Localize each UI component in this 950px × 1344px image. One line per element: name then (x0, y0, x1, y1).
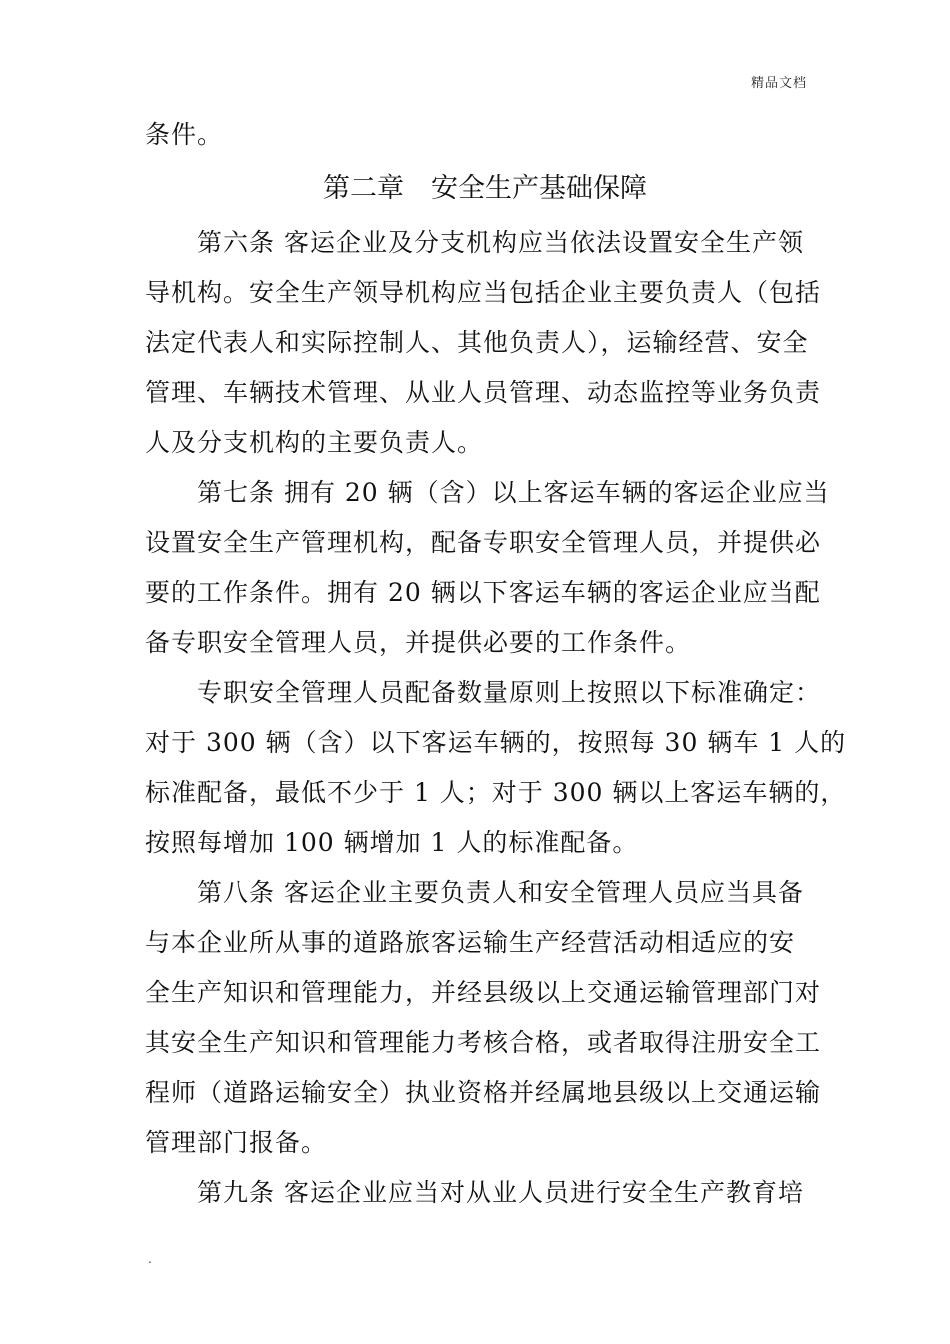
text-line: 条件。 (145, 120, 224, 149)
text-line: 程师（道路运输安全）执业资格并经属地县级以上交通运输 (145, 1078, 822, 1107)
text-line: 其安全生产知识和管理能力考核合格，或者取得注册安全工 (145, 1028, 822, 1057)
text-line: 全生产知识和管理能力，并经县级以上交通运输管理部门对 (145, 978, 822, 1007)
text-line: 人及分支机构的主要负责人。 (145, 428, 484, 457)
text-line: 设置安全生产管理机构，配备专职安全管理人员，并提供必 (145, 528, 822, 557)
text-line: 法定代表人和实际控制人、其他负责人），运输经营、安全 (145, 328, 809, 357)
staffing-standard-paragraph (145, 668, 847, 868)
article-6-paragraph (145, 218, 825, 468)
document-body (145, 110, 847, 1218)
text-line: 第六条 客运企业及分支机构应当依法设置安全生产领 (197, 228, 804, 257)
article-9-paragraph (145, 1168, 825, 1218)
article-7-paragraph (145, 468, 830, 668)
text-line: 第七条 拥有 20 辆（含）以上客运车辆的客运企业应当 (197, 478, 830, 507)
text-line: 第八条 客运企业主要负责人和安全管理人员应当具备 (197, 878, 804, 907)
page-footer-mark: . (148, 1252, 152, 1266)
text-line: 要的工作条件。拥有 20 辆以下客运车辆的客运企业应当配 (145, 578, 821, 607)
text-line: 按照每增加 100 辆增加 1 人的标准配备。 (145, 828, 639, 857)
article-8-paragraph (145, 868, 825, 1168)
chapter-title: 第二章 安全生产基础保障 (323, 173, 647, 204)
text-line: 管理部门报备。 (145, 1128, 328, 1157)
text-line: 管理、车辆技术管理、从业人员管理、动态监控等业务负责 (145, 378, 822, 407)
page-header-mark: 精品文档 (750, 76, 807, 91)
text-line: 对于 300 辆（含）以下客运车辆的，按照每 30 辆车 1 人的 (145, 728, 847, 757)
text-line: 专职安全管理人员配备数量原则上按照以下标准确定： (197, 678, 822, 707)
text-line: 第九条 客运企业应当对从业人员进行安全生产教育培 (197, 1178, 804, 1207)
text-line: 导机构。安全生产领导机构应当包括企业主要负责人（包括 (145, 278, 822, 307)
text-line: 标准配备，最低不少于 1 人；对于 300 辆以上客运车辆的， (145, 778, 847, 807)
text-line: 备专职安全管理人员，并提供必要的工作条件。 (145, 628, 692, 657)
text-line: 与本企业所从事的道路旅客运输生产经营活动相适应的安 (145, 928, 796, 957)
